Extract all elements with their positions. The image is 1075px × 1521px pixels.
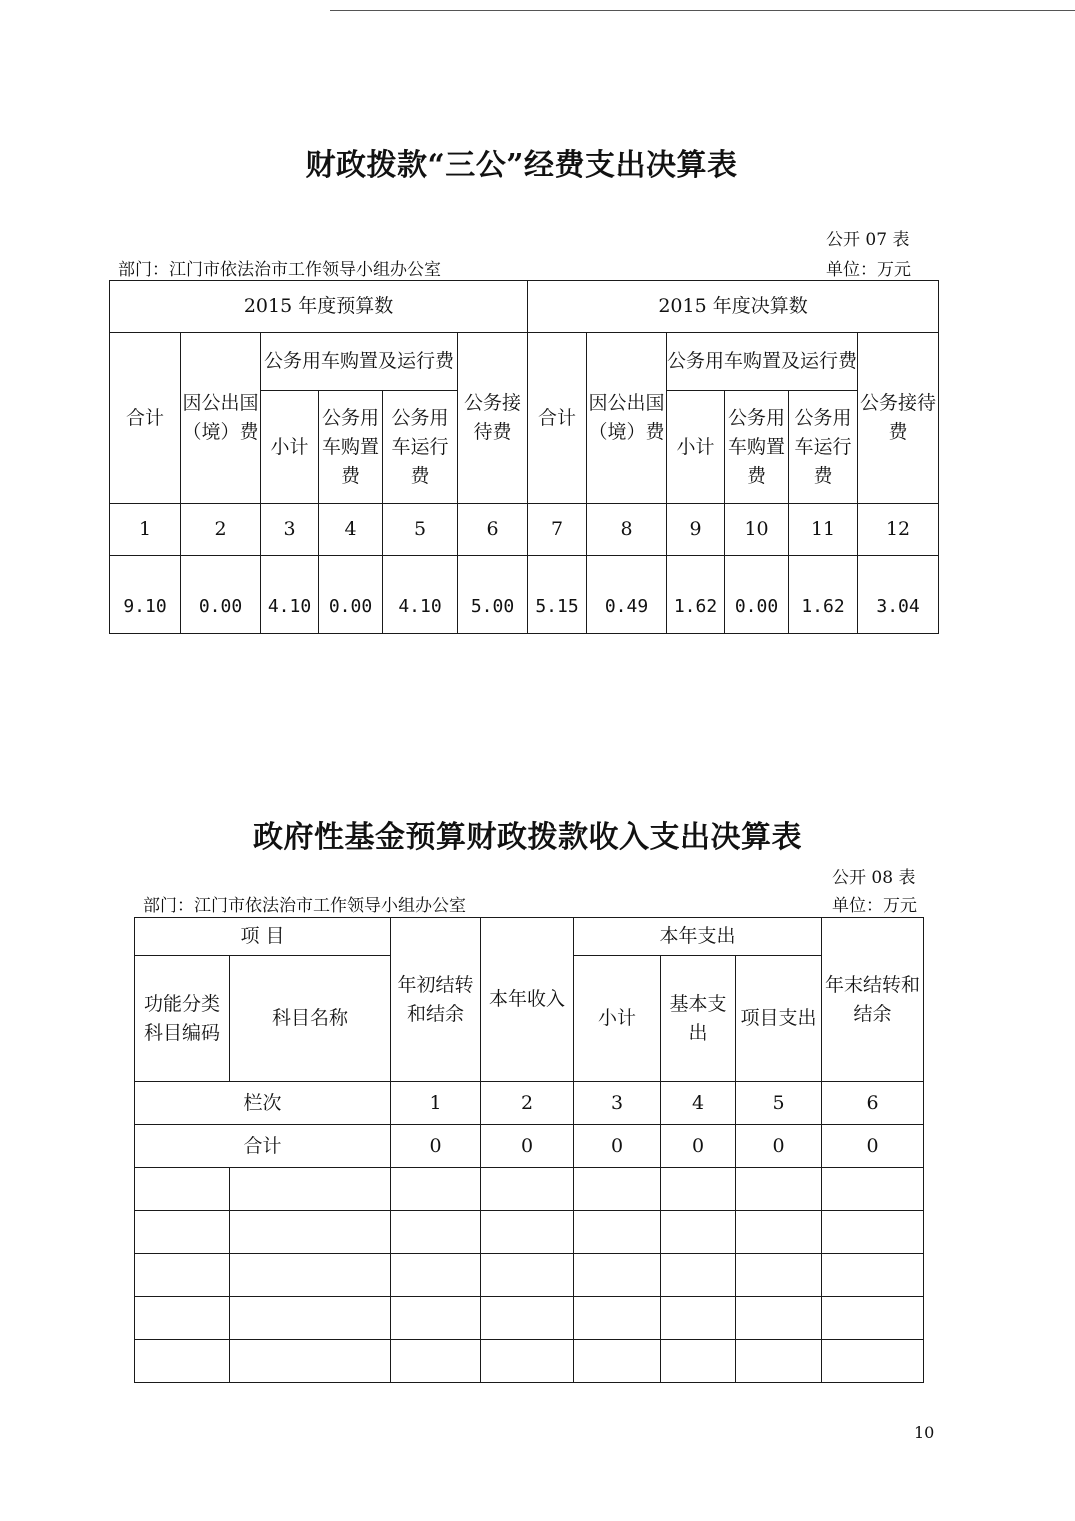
value-cell: 0.00 (725, 556, 789, 634)
table2-code: 公开 08 表 (832, 868, 916, 888)
empty-row (135, 1254, 924, 1297)
header-func-code: 功能分类科目编码 (135, 956, 230, 1082)
header-car: 公务用车购置及运行费 (667, 333, 858, 391)
header-car-run: 公务用车运行费 (383, 391, 458, 504)
header-subtotal: 小计 (261, 391, 319, 504)
empty-row (135, 1211, 924, 1254)
col-number: 1 (391, 1082, 481, 1125)
empty-row (135, 1340, 924, 1383)
col-number: 4 (661, 1082, 736, 1125)
total-cell: 0 (736, 1125, 822, 1168)
header-car-buy: 公务用车购置费 (725, 391, 789, 504)
value-cell: 5.15 (528, 556, 587, 634)
col-number: 1 (110, 504, 181, 556)
total-cell: 0 (574, 1125, 661, 1168)
group-budget-header: 2015 年度预算数 (110, 281, 528, 333)
top-rule (330, 10, 1075, 11)
col-number: 3 (261, 504, 319, 556)
value-cell: 4.10 (383, 556, 458, 634)
total-cell: 0 (822, 1125, 924, 1168)
header-income: 本年收入 (481, 918, 574, 1082)
header-subtotal: 小计 (574, 956, 661, 1082)
header-car: 公务用车购置及运行费 (261, 333, 458, 391)
page-number: 10 (914, 1423, 935, 1442)
col-number: 6 (458, 504, 528, 556)
col-number: 3 (574, 1082, 661, 1125)
row-col-label: 栏次 (135, 1082, 391, 1125)
table1 (109, 280, 939, 634)
header-abroad: 因公出国（境）费 (181, 333, 261, 504)
header-car-run: 公务用车运行费 (789, 391, 858, 504)
header-expense: 本年支出 (574, 918, 822, 956)
col-number: 10 (725, 504, 789, 556)
empty-row (135, 1297, 924, 1340)
header-subtotal: 小计 (667, 391, 725, 504)
table1-department: 部门：江门市依法治市工作领导小组办公室 (118, 260, 441, 280)
value-cell: 0.49 (587, 556, 667, 634)
col-number: 2 (181, 504, 261, 556)
total-cell: 0 (391, 1125, 481, 1168)
value-cell: 3.04 (858, 556, 939, 634)
col-number: 6 (822, 1082, 924, 1125)
table2-unit: 单位：万元 (832, 896, 917, 916)
group-final-header: 2015 年度决算数 (528, 281, 939, 333)
table1-unit: 单位：万元 (826, 260, 911, 280)
col-number: 7 (528, 504, 587, 556)
header-car-buy: 公务用车购置费 (319, 391, 383, 504)
col-number: 5 (383, 504, 458, 556)
value-cell: 4.10 (261, 556, 319, 634)
empty-row (135, 1168, 924, 1211)
col-number: 4 (319, 504, 383, 556)
header-begin-balance: 年初结转和结余 (391, 918, 481, 1082)
table1-code: 公开 07 表 (826, 230, 910, 250)
col-number: 2 (481, 1082, 574, 1125)
table2-department: 部门：江门市依法治市工作领导小组办公室 (143, 896, 466, 916)
table1-title: 财政拨款“三公”经费支出决算表 (305, 148, 738, 183)
value-cell: 1.62 (789, 556, 858, 634)
col-number: 5 (736, 1082, 822, 1125)
total-cell: 0 (661, 1125, 736, 1168)
total-cell: 0 (481, 1125, 574, 1168)
col-number: 8 (587, 504, 667, 556)
col-number: 12 (858, 504, 939, 556)
value-cell: 9.10 (110, 556, 181, 634)
header-abroad: 因公出国（境）费 (587, 333, 667, 504)
value-cell: 0.00 (319, 556, 383, 634)
header-project: 项目支出 (736, 956, 822, 1082)
header-reception: 公务接待费 (858, 333, 939, 504)
value-cell: 0.00 (181, 556, 261, 634)
header-total: 合计 (110, 333, 181, 504)
table2 (134, 917, 924, 1383)
value-cell: 1.62 (667, 556, 725, 634)
table2-title: 政府性基金预算财政拨款收入支出决算表 (253, 820, 802, 855)
col-number: 11 (789, 504, 858, 556)
header-basic: 基本支出 (661, 956, 736, 1082)
header-reception: 公务接待费 (458, 333, 528, 504)
value-cell: 5.00 (458, 556, 528, 634)
header-total: 合计 (528, 333, 587, 504)
row-total-label: 合计 (135, 1125, 391, 1168)
col-number: 9 (667, 504, 725, 556)
header-item: 项 目 (135, 918, 391, 956)
header-subject: 科目名称 (230, 956, 391, 1082)
header-end-balance: 年末结转和结余 (822, 918, 924, 1082)
